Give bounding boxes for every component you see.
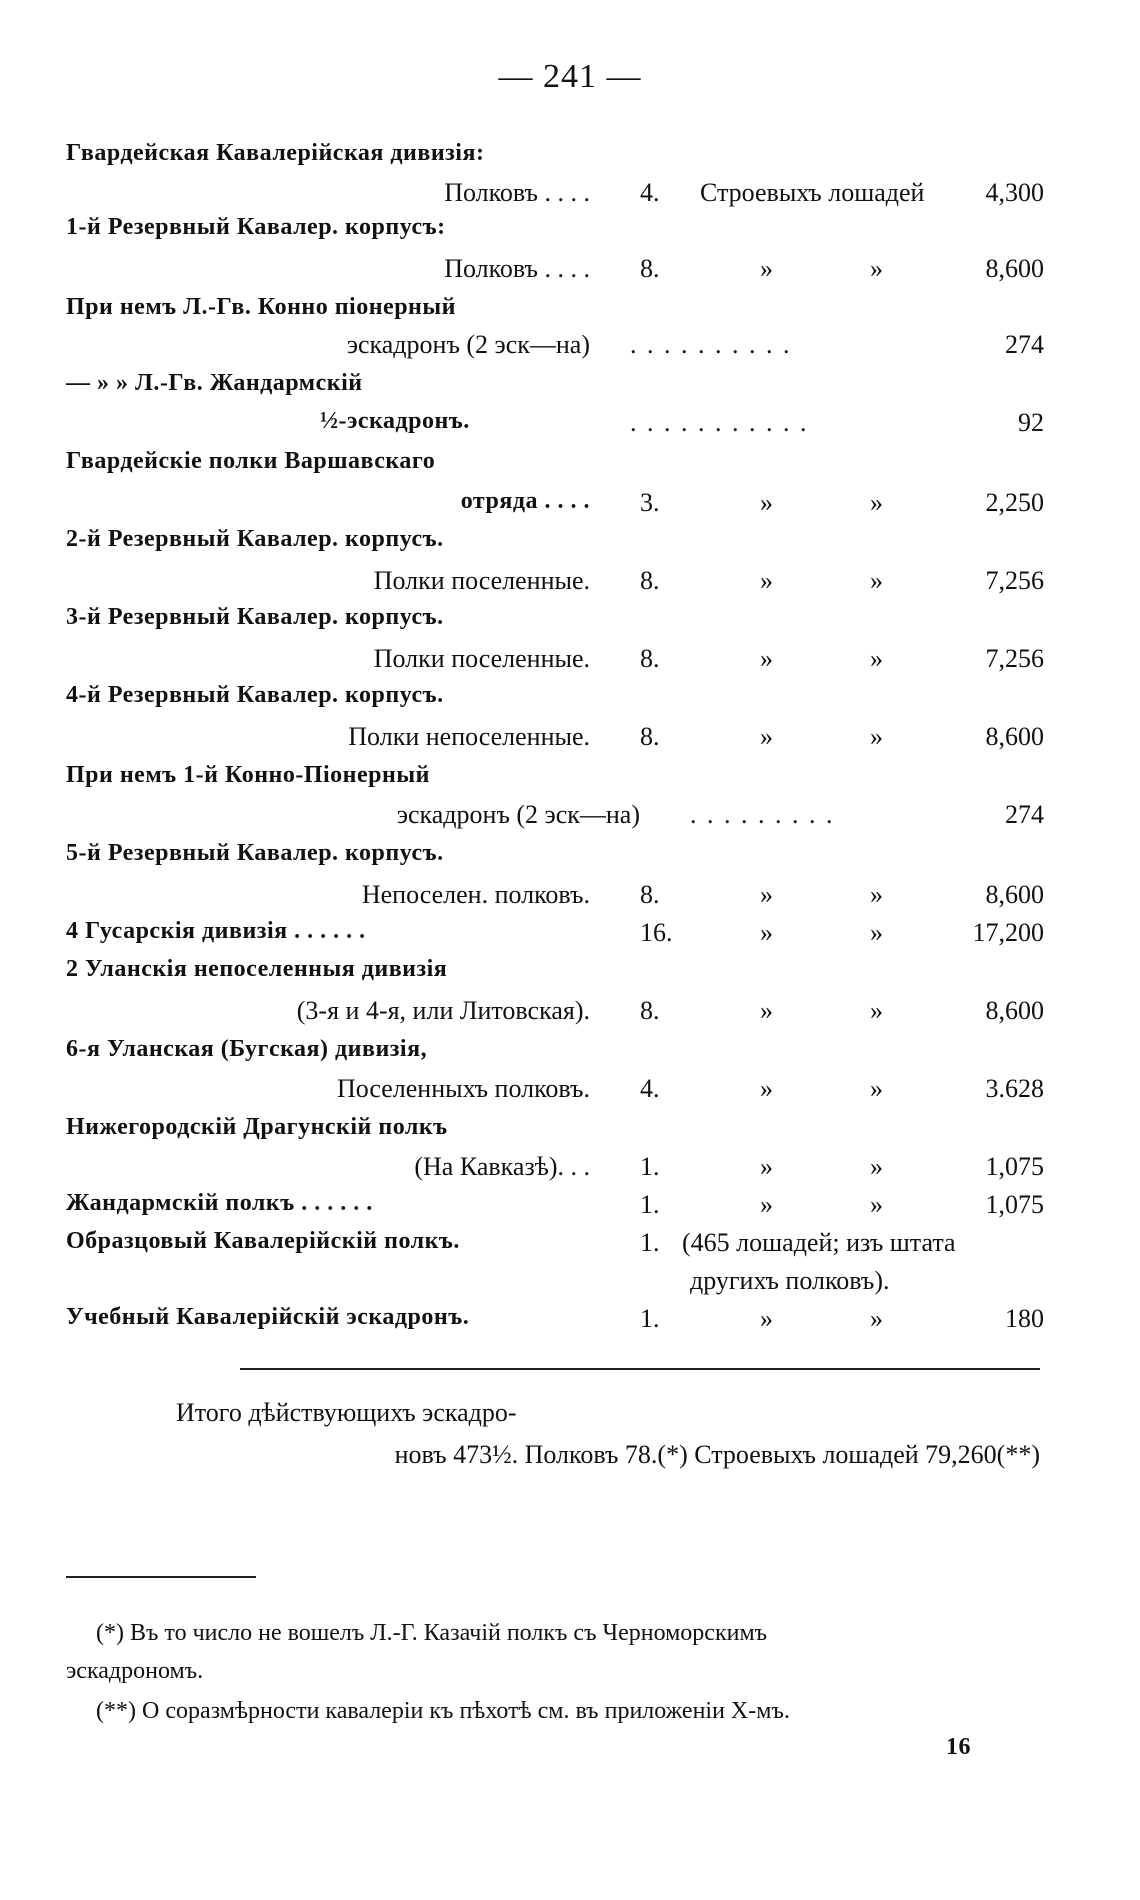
row-2-text: 1-й Резервный Кавалер. корпусъ: [66, 214, 446, 240]
row-9-text: отряда . . . . [460, 488, 590, 514]
row-30-value: 180 [1005, 1304, 1044, 1333]
row-24-ditto-1: » [760, 1074, 773, 1103]
footnote-separator-rule [66, 1576, 256, 1578]
row-13-count: 8. [640, 644, 660, 673]
row-26-ditto-2: » [870, 1152, 883, 1181]
row-3-ditto-1: » [760, 254, 773, 283]
row-11-value: 7,256 [985, 566, 1044, 595]
row-15-ditto-1: » [760, 722, 773, 751]
row-9-count: 3. [640, 488, 660, 517]
row-20-count: 16. [640, 918, 673, 947]
row-22-ditto-2: » [870, 996, 883, 1025]
row-28-text: Образцовый Кавалерійскій полкъ. [66, 1228, 460, 1254]
row-13-value: 7,256 [985, 644, 1044, 673]
row-19-count: 8. [640, 880, 660, 909]
row-21-text: 2 Уланскія непоселенныя дивизія [66, 956, 448, 982]
row-30-ditto-1: » [760, 1304, 773, 1333]
row-3-count: 8. [640, 254, 660, 283]
row-11-text: Полки поселенные. [373, 566, 590, 595]
row-27-value: 1,075 [985, 1190, 1044, 1219]
row-1-label: Строевыхъ лошадей [700, 178, 925, 207]
row-25-text: Нижегородскій Драгунскій полкъ [66, 1114, 448, 1140]
row-26-text: (На Кавказѣ). . . [414, 1152, 590, 1181]
row-24-value: 3.628 [985, 1074, 1044, 1103]
row-5-value: 274 [1005, 330, 1044, 359]
total-line-2: новъ 473½. Полковъ 78.(*) Строевыхъ лошадей 79,260(**) [394, 1440, 1040, 1469]
row-13-text: Полки поселенные. [373, 644, 590, 673]
row-24-text: Поселенныхъ полковъ. [336, 1074, 590, 1103]
row-30-text: Учебный Кавалерійскій эскадронъ. [66, 1304, 470, 1330]
total-line-1: Итого дѣйствующихъ эскадро- [176, 1398, 517, 1427]
page-number-header: — 241 — [498, 58, 642, 95]
row-11-count: 8. [640, 566, 660, 595]
row-1-value: 4,300 [985, 178, 1044, 207]
row-11-ditto-1: » [760, 566, 773, 595]
row-29-note-cont: другихъ полковъ). [690, 1266, 890, 1295]
row-16-text: При немъ 1-й Конно-Піонерный [66, 762, 430, 788]
row-17-leader-dots: . . . . . . . . . [690, 800, 835, 829]
total-separator-rule [240, 1368, 1040, 1370]
row-20-text: 4 Гусарскія дивизія . . . . . . [66, 918, 366, 944]
row-26-value: 1,075 [985, 1152, 1044, 1181]
row-22-text: (3-я и 4-я, или Литовская). [296, 996, 590, 1025]
row-19-value: 8,600 [985, 880, 1044, 909]
row-3-text: Полковъ . . . . [444, 254, 590, 283]
row-28-count: 1. [640, 1228, 660, 1257]
row-12-text: 3-й Резервный Кавалер. корпусъ. [66, 604, 444, 630]
row-11-ditto-2: » [870, 566, 883, 595]
row-9-ditto-2: » [870, 488, 883, 517]
row-27-count: 1. [640, 1190, 660, 1219]
footnote-1-line-2: эскадрономъ. [66, 1658, 204, 1684]
row-26-ditto-1: » [760, 1152, 773, 1181]
row-15-value: 8,600 [985, 722, 1044, 751]
row-22-count: 8. [640, 996, 660, 1025]
signature-mark: 16 [946, 1734, 971, 1760]
row-8-text: Гвардейскіе полки Варшавскаго [66, 448, 436, 474]
row-5-leader-dots: . . . . . . . . . . [630, 330, 792, 359]
row-24-count: 4. [640, 1074, 660, 1103]
row-15-text: Полки непоселенные. [348, 722, 590, 751]
row-27-ditto-1: » [760, 1190, 773, 1219]
row-0-text: Гвардейская Кавалерійская дивизія: [66, 140, 485, 166]
row-17-value: 274 [1005, 800, 1044, 829]
row-30-count: 1. [640, 1304, 660, 1333]
row-10-text: 2-й Резервный Кавалер. корпусъ. [66, 526, 444, 552]
row-6-text: — » » Л.-Гв. Жандармскій [66, 370, 363, 396]
row-19-text: Непоселен. полковъ. [361, 880, 590, 909]
row-26-count: 1. [640, 1152, 660, 1181]
footnote-2: (**) О соразмѣрности кавалеріи къ пѣхотѣ см. въ приложеніи Х-мъ. [96, 1698, 790, 1724]
row-22-ditto-1: » [760, 996, 773, 1025]
row-3-value: 8,600 [985, 254, 1044, 283]
row-20-ditto-2: » [870, 918, 883, 947]
row-15-count: 8. [640, 722, 660, 751]
row-17-text: эскадронъ (2 эск—на) [396, 800, 640, 829]
row-20-ditto-1: » [760, 918, 773, 947]
row-1-count: 4. [640, 178, 660, 207]
row-7-leader-dots: . . . . . . . . . . . [630, 408, 809, 437]
row-7-text: ½-эскадронъ. [320, 408, 470, 434]
row-4-text: При немъ Л.-Гв. Конно піонерный [66, 294, 456, 320]
row-19-ditto-1: » [760, 880, 773, 909]
row-23-text: 6-я Уланская (Бугская) дивизія, [66, 1036, 428, 1062]
row-22-value: 8,600 [985, 996, 1044, 1025]
row-3-ditto-2: » [870, 254, 883, 283]
row-30-ditto-2: » [870, 1304, 883, 1333]
row-1-text: Полковъ . . . . [444, 178, 590, 207]
row-5-text: эскадронъ (2 эск—на) [346, 330, 590, 359]
row-28-note: (465 лошадей; изъ штата [682, 1228, 956, 1257]
row-24-ditto-2: » [870, 1074, 883, 1103]
row-27-ditto-2: » [870, 1190, 883, 1219]
row-13-ditto-2: » [870, 644, 883, 673]
footnote-1-line-1: (*) Въ то число не вошелъ Л.-Г. Казачій полкъ съ Черноморскимъ [96, 1620, 768, 1646]
row-19-ditto-2: » [870, 880, 883, 909]
row-14-text: 4-й Резервный Кавалер. корпусъ. [66, 682, 444, 708]
row-9-ditto-1: » [760, 488, 773, 517]
row-7-value: 92 [1018, 408, 1044, 437]
row-20-value: 17,200 [972, 918, 1044, 947]
row-27-text: Жандармскій полкъ . . . . . . [66, 1190, 373, 1216]
row-15-ditto-2: » [870, 722, 883, 751]
row-18-text: 5-й Резервный Кавалер. корпусъ. [66, 840, 444, 866]
row-13-ditto-1: » [760, 644, 773, 673]
row-9-value: 2,250 [985, 488, 1044, 517]
